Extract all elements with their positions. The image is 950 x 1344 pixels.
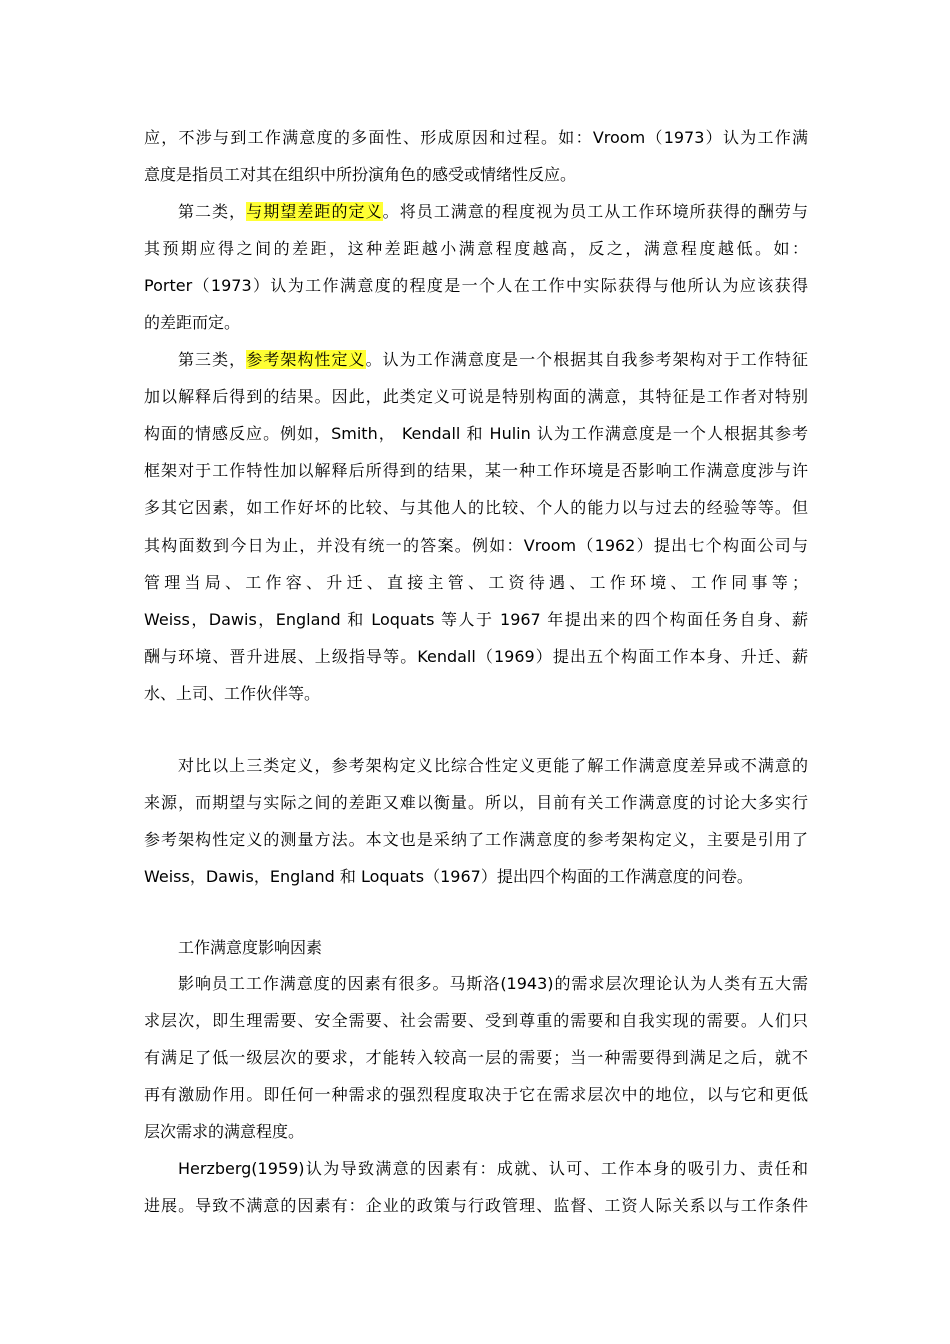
text-line: 应，不涉与到工作满意度的多面性、形成原因和过程。如：Vroom（1973）认为工作满 — [144, 128, 808, 147]
category-label: 第二类， — [178, 202, 247, 221]
section-heading: 工作满意度影响因素 — [178, 938, 323, 957]
text-line: 层次需求的满意程度。 — [144, 1122, 305, 1141]
text-line: Porter（1973）认为工作满意度的程度是一个人在工作中实际获得与他所认为应该获得 — [144, 276, 808, 295]
text-line: 加以解释后得到的结果。因此，此类定义可说是特别构面的满意，其特征是工作者对特别 — [144, 387, 808, 406]
text-line: 其预期应得之间的差距，这种差距越小满意程度越高，反之，满意程度越低。如： — [144, 239, 808, 258]
text-line: Herzberg(1959)认为导致满意的因素有：成就、认可、工作本身的吸引力、责任和 — [178, 1159, 808, 1178]
text-line: 意度是指员工对其在组织中所扮演角色的感受或情绪性反应。 — [144, 165, 577, 184]
text-line: 水、上司、工作伙伴等。 — [144, 684, 321, 703]
text-line: 框架对于工作特性加以解释后所得到的结果，某一种工作环境是否影响工作满意度涉与许 — [144, 461, 808, 480]
text-line: 求层次，即生理需要、安全需要、社会需要、受到尊重的需要和自我实现的需要。人们只 — [144, 1011, 808, 1030]
text-line: 参考架构性定义的测量方法。本文也是采纳了工作满意度的参考架构定义，主要是引用了 — [144, 830, 808, 849]
text-line: 管理当局、工作容、升迁、直接主管、工资待遇、工作环境、工作同事等； — [144, 573, 808, 592]
text-line: 构面的情感反应。例如，Smith， Kendall 和 Hulin 认为工作满意度是一个人根据其参考 — [144, 424, 808, 443]
text-line: 酬与环境、晋升进展、上级指导等。Kendall（1969）提出五个构面工作本身、升迁、薪 — [144, 647, 808, 666]
text-line: Weiss，Dawis，England 和 Loquats 等人于 1967 年提出来的四个构面任务自身、薪 — [144, 610, 808, 629]
text-segment: 。认为工作满意度是一个根据其自我参考架构对于工作特征 — [365, 350, 808, 369]
paragraph-category-two-line — [178, 200, 808, 224]
text-line: 进展。导致不满意的因素有：企业的政策与行政管理、监督、工资人际关系以与工作条件 — [144, 1196, 808, 1215]
text-line: 其构面数到今日为止，并没有统一的答案。例如：Vroom（1962）提出七个构面公司与 — [144, 536, 808, 555]
text-line: 对比以上三类定义，参考架构定义比综合性定义更能了解工作满意度差异或不满意的 — [178, 756, 808, 775]
text-line: 的差距而定。 — [144, 313, 241, 332]
category-label: 第三类， — [178, 350, 247, 369]
text-line: 再有激励作用。即任何一种需求的强烈程度取决于它在需求层次中的地位，以与它和更低 — [144, 1085, 808, 1104]
text-line: Weiss，Dawis，England 和 Loquats（1967）提出四个构面的工作满意度的问卷。 — [144, 867, 753, 886]
text-line: 来源，而期望与实际之间的差距又难以衡量。所以，目前有关工作满意度的讨论大多实行 — [144, 793, 808, 812]
highlighted-term: 与期望差距的定义 — [246, 202, 383, 221]
text-segment: 。将员工满意的程度视为员工从工作环境所获得的酬劳与 — [382, 202, 808, 221]
highlighted-term: 参考架构性定义 — [246, 350, 366, 369]
text-line: 有满足了低一级层次的要求，才能转入较高一层的需要；当一种需要得到满足之后，就不 — [144, 1048, 808, 1067]
paragraph-category-three-line — [178, 348, 808, 372]
text-line: 影响员工工作满意度的因素有很多。马斯洛(1943)的需求层次理论认为人类有五大需 — [178, 974, 808, 993]
text-line: 多其它因素，如工作好坏的比较、与其他人的比较、个人的能力以与过去的经验等等。但 — [144, 498, 808, 517]
